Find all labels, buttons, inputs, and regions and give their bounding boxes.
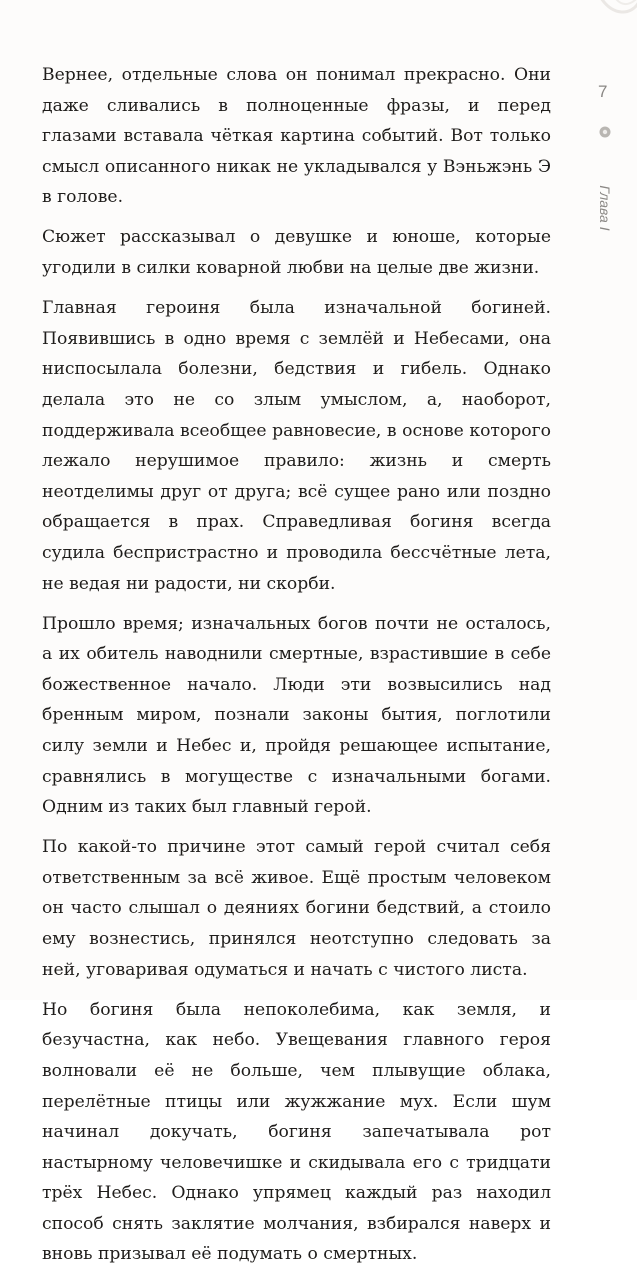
paragraph: Сюжет рассказывал о девушке и юноше, которые угодили в силки коварной любви на целые две жизни. bbox=[42, 227, 551, 279]
paragraph: Главная героиня была изначальной богиней. Появившись в одно время с землёй и Небесами, она ниспосылала болезни, бедствия и гибель. Однако делала это не со злым умыслом, а, наоборот, поддерживала всеобщее равновесие, в основе которого лежало нерушимое правило: жизнь и смерть неотделимы друг от друга; всё сущее рано или поздно обращается в прах. Справедливая богиня всегда судила беспристрастно и проводила бессчётные лета, не ведая ни радости, ни скорби. bbox=[42, 298, 551, 594]
paragraph: По какой-то причине этот самый герой считал себя ответственным за всё живое. Ещё простым человеком он часто слышал о деяниях богини бедствий, а стоило ему вознестись, принялся неотступно следовать за ней, уговаривая одуматься и начать с чистого листа. bbox=[42, 837, 551, 980]
paragraph: Но богиня была непоколебима, как земля, и безучастна, как небо. Увещевания главного героя волновали её не больше, чем плывущие облака, перелётные птицы или жужжание мух. Если шум начинал докучать, богиня запечатывала рот настырному человечишке и скидывала его с тридцати трёх Небес. Однако упрямец каждый раз находил способ снять заклятие молчания, взбирался наверх и вновь призывал её подумать о смертных. bbox=[42, 999, 551, 1265]
page-number: 7 bbox=[598, 82, 608, 101]
running-head: Глава I bbox=[597, 185, 613, 231]
chapter-ornament-icon bbox=[598, 125, 612, 139]
corner-swirl-icon bbox=[583, 0, 637, 34]
body-text bbox=[42, 60, 551, 1280]
paragraph: Прошло время; изначальных богов почти не осталось, а их обитель наводнили смертные, взрастившие в себе божественное начало. Люди эти возвысились над бренным миром, познали законы бытия, поглотили силу земли и Небес и, пройдя решающее испытание, сравнялись в могуществе с изначальными богами. Одним из таких был главный герой. bbox=[42, 613, 551, 818]
paragraph: Вернее, отдельные слова он понимал прекрасно. Они даже сливались в полноценные фразы, и перед глазами вставала чёткая картина событий. Вот только смысл описанного никак не укладывался у Вэньжэнь Э в голове. bbox=[42, 65, 551, 208]
